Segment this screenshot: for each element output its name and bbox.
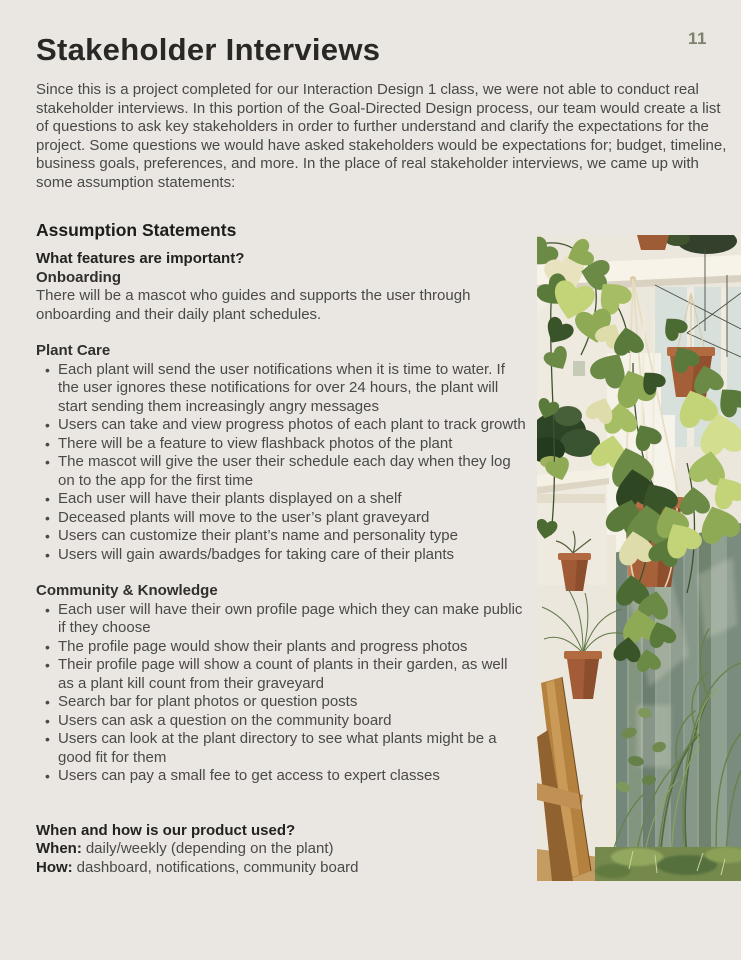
bullet-item: • Users can ask a question on the community board — [36, 712, 526, 731]
question-usage: When and how is our product used? — [36, 821, 296, 839]
section-label-plant-care: Plant Care — [36, 342, 111, 359]
bullet-item: • Search bar for plant photos or question posts — [36, 693, 526, 712]
bullet-item: • Users can look at the plant directory to see what plants might be a good fit for them — [36, 730, 526, 767]
how-label: How: — [36, 858, 73, 876]
bullet-item: • Each user will have their plants displayed on a shelf — [36, 490, 526, 509]
assumptions-column — [36, 219, 526, 877]
bullet-item: • The profile page would show their plants and progress photos — [36, 638, 526, 657]
section-label-community: Community & Knowledge — [36, 582, 218, 599]
onboarding-paragraph: There will be a mascot who guides and supports the user through onboarding and their daily plant schedules. — [36, 287, 471, 323]
bullet-item: • There will be a feature to view flashback photos of the plant — [36, 435, 526, 454]
usage-how-line — [36, 859, 526, 878]
bullet-item: • Deceased plants will move to the user’s plant graveyard — [36, 509, 526, 528]
bullet-item: • Users can customize their plant’s name and personality type — [36, 527, 526, 546]
community-list — [36, 601, 526, 786]
greenhouse-photo — [537, 235, 741, 881]
assumptions-heading: Assumption Statements — [36, 220, 237, 240]
bullet-item: • Users can pay a small fee to get access to expert classes — [36, 767, 526, 786]
when-label: When: — [36, 840, 82, 857]
bullet-item: • Each plant will send the user notifications when it is time to water. If the user ignores these notifications for over 24 hours, the plant will start sending them increasingly angry messages — [36, 361, 526, 417]
plant-care-list — [36, 361, 526, 565]
greenhouse-photo-illustration — [537, 235, 741, 881]
section-label-onboarding: Onboarding — [36, 268, 121, 286]
intro-paragraph: Since this is a project completed for our Interaction Design 1 class, we were not able to conduct real stakeholder interviews. In this portion of the Goal-Directed Design process, our team would create a list of questions to ask key stakeholders in order to further understand and clarify the expectations for the project. Some questions we would have asked stakeholders would be expectations for; budget, timeline, business goals, preferences, and more. In the place of real stakeholder interviews, we came up with some assumption statements: — [36, 81, 727, 191]
bullet-item: • Each user will have their own profile page which they can make public if they choose — [36, 601, 526, 638]
page-number: 11 — [688, 29, 707, 48]
bullet-item: • Users can take and view progress photos of each plant to track growth — [36, 416, 526, 435]
question-features: What features are important? — [36, 250, 245, 267]
how-value: dashboard, notifications, community board — [76, 858, 359, 876]
bullet-item: • Users will gain awards/badges for taking care of their plants — [36, 546, 526, 565]
bullet-item: • The mascot will give the user their schedule each day when they log on to the app for the first time — [36, 453, 526, 490]
when-value: daily/weekly (depending on the plant) — [85, 840, 334, 857]
page-title: Stakeholder Interviews — [36, 32, 381, 67]
bullet-item: • Their profile page will show a count of plants in their garden, as well as a plant kill count from their graveyard — [36, 656, 526, 693]
usage-when-line — [36, 840, 526, 859]
